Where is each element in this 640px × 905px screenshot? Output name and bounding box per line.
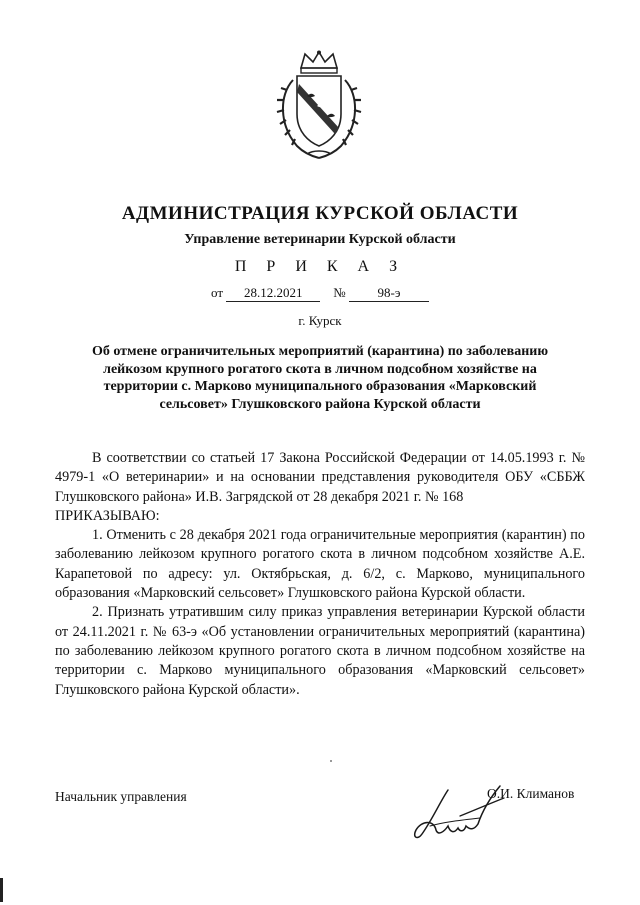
order-item-2: 2. Признать утратившим силу приказ управления ветеринарии Курской области от 24.11.2021 г. № 63-э «Об установлении ограничительных мероприятий (карантина) по заболеванию лейкозом крупного рогатого скота в личном подсобном хозяйстве на территории с. Марково муниципального образования «Марковский сельсовет» Глушковского района Курской области». — [55, 604, 585, 698]
handwritten-signature-icon — [400, 776, 510, 846]
date-prefix: от — [211, 285, 224, 300]
order-item-1: 1. Отменить с 28 декабря 2021 года ограничительные мероприятия (карантин) по заболеванию лейкозом крупного рогатого скота в личном подсобном хозяйстве А.Е. Карапетовой по адресу: ул. Октябрьская, д. 6/2, с. Марково, муниципального образования «Марковский сельсовет» Глушковского района Курской области. — [55, 527, 585, 602]
order-date-number-line — [40, 285, 600, 302]
scan-edge-mark — [0, 878, 3, 902]
order-number: 98-э — [349, 285, 429, 302]
preamble-paragraph: В соответствии со статьей 17 Закона Российской Федерации от 14.05.1993 г. № 4979-1 «О ветеринарии» и на основании представления руководителя ОБУ «СББЖ Глушковского района» И.В. Загрядской от 28 декабря 2021 г. № 168 — [55, 450, 585, 505]
order-verb: ПРИКАЗЫВАЮ: — [55, 507, 160, 524]
signatory-position: Начальник управления — [55, 789, 187, 804]
kursk-coat-of-arms-icon — [273, 50, 365, 162]
number-prefix: № — [333, 285, 346, 300]
order-body — [55, 449, 585, 700]
order-heading: П Р И К А З — [234, 258, 406, 275]
order-subject: Об отмене ограничительных мероприятий (карантина) по заболеванию лейкозом крупного рогатого скота в личном подсобном хозяйстве на территории с. Марково муниципального образования «Марковский сельсовет» Глушковского района Курской области — [91, 344, 549, 412]
organization-title: АДМИНИСТРАЦИЯ КУРСКОЙ ОБЛАСТИ — [121, 203, 519, 224]
signatory-name: О.И. Климанов — [487, 786, 575, 801]
order-date: 28.12.2021 — [226, 285, 320, 302]
scan-dust-mark — [330, 760, 332, 762]
city-name: г. Курск — [298, 313, 342, 328]
department-name: Управление ветеринарии Курской области — [184, 232, 456, 247]
